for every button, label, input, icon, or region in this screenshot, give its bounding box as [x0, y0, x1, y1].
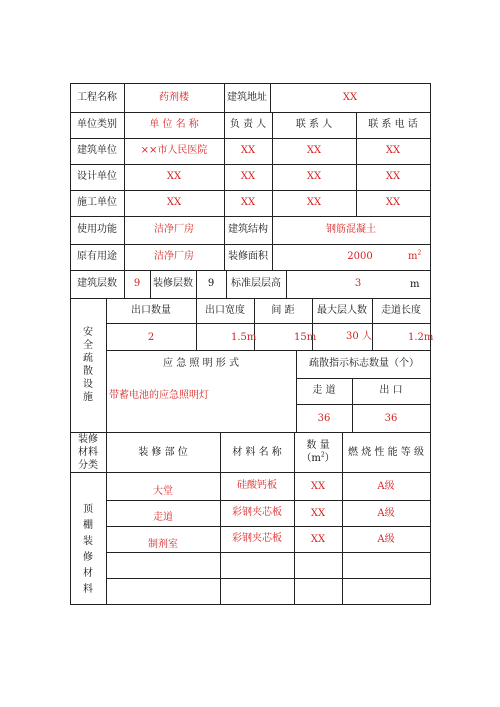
decoration-part-header: 装 修 部 位 [138, 447, 188, 458]
build-contact-value: XX [306, 197, 322, 208]
row-line [106, 500, 431, 501]
spacing-header: 间 距 [271, 305, 295, 316]
exit-count-value: 2 [147, 332, 155, 343]
quantity-header: 数 量 [306, 440, 330, 451]
material-row-3-part: 制剂室 [148, 539, 178, 550]
row-line [106, 350, 431, 351]
exit-width-header: 出口宽度 [205, 305, 245, 316]
quantity-unit-header: $(m^2)$ [301, 451, 335, 464]
fire-rating-header: 燃 烧 性 能 等 级 [348, 447, 424, 458]
exit-signs-value: 36 [384, 413, 398, 424]
exit-sign-header: 出 口 [379, 385, 403, 396]
material-row-2-quantity: XX [310, 508, 326, 519]
exit-width-value: 1.5m [231, 332, 257, 343]
material-row-1-material: 硅酸钙板 [237, 480, 277, 491]
construction-phone-value: XX [385, 145, 401, 156]
table-border-bottom [70, 604, 431, 605]
floor-height-unit: m [410, 279, 420, 290]
build-unit-label: 施工单位 [77, 197, 117, 208]
col-line [106, 432, 107, 604]
decoration-area-label: 装修面积 [228, 251, 268, 262]
material-row-3-rating: A级 [377, 534, 395, 545]
construction-person-value: XX [240, 145, 256, 156]
max-occupancy-header: 最大层人数 [317, 305, 367, 316]
col-line [296, 350, 297, 432]
col-line [270, 83, 271, 112]
corridor-length-value: 1.2m [408, 332, 434, 343]
row-line [70, 472, 431, 473]
corridor-signs-value: 36 [317, 413, 331, 424]
design-unit-label: 设计单位 [77, 171, 117, 182]
col-line [220, 432, 221, 604]
person-in-charge-header: 负 责 人 [229, 119, 267, 130]
construction-unit-value: ××市人民医院 [140, 145, 208, 156]
ceiling-materials-label: 顶棚装修材料 [83, 504, 93, 595]
structure-value: 钢筋混凝土 [326, 224, 376, 235]
col-line [106, 298, 107, 432]
row-line [106, 526, 431, 527]
exit-count-header: 出口数量 [131, 305, 171, 316]
evacuation-sign-count-header: 疏散指示标志数量（个） [309, 358, 419, 369]
design-phone-value: XX [385, 171, 401, 182]
contact-phone-header: 联 系 电 话 [368, 119, 418, 130]
floors-value: 9 [133, 278, 141, 289]
material-row-1-part: 大堂 [153, 486, 173, 497]
project-name-value: 药剂楼 [159, 92, 189, 103]
col-line [124, 83, 125, 298]
col-line [352, 378, 353, 432]
floors-label: 建筑层数 [77, 278, 117, 289]
usage-label: 使用功能 [77, 224, 117, 235]
construction-unit-label: 建筑单位 [77, 145, 117, 156]
safety-evacuation-label: 安全疏散设施 [83, 327, 93, 403]
col-line [196, 298, 197, 350]
build-phone-value: XX [385, 197, 401, 208]
project-name-label: 工程名称 [77, 92, 117, 103]
building-address-label: 建筑地址 [227, 92, 267, 103]
col-line [224, 112, 225, 216]
col-line [224, 83, 225, 112]
row-line [106, 552, 431, 553]
col-line [196, 270, 197, 298]
col-line [372, 298, 373, 350]
row-line [106, 323, 431, 324]
original-use-value: 洁净厂房 [154, 251, 194, 262]
corridor-sign-header: 走 道 [312, 385, 336, 396]
col-line [224, 216, 225, 270]
decoration-floors-label: 装修层数 [153, 278, 193, 289]
contact-person-header: 联 系 人 [295, 119, 333, 130]
max-occupancy-value: 30 人 [346, 331, 372, 342]
material-row-1-rating: A级 [377, 481, 395, 492]
construction-contact-value: XX [306, 145, 322, 156]
build-unit-value: XX [166, 197, 182, 208]
col-line [342, 432, 343, 604]
area-unit: $m^2$ [408, 249, 422, 262]
corridor-length-header: 走道长度 [381, 305, 421, 316]
floor-height-value: 3 [354, 278, 362, 289]
row-line [70, 298, 431, 299]
decoration-area-value: 2000 [347, 251, 373, 262]
col-line [294, 432, 295, 604]
material-row-3-material: 彩钢夹芯板 [232, 533, 282, 544]
emergency-lighting-value: 带蓄电池的应急照明灯 [109, 390, 209, 401]
material-name-header: 材 料 名 称 [232, 447, 282, 458]
build-person-value: XX [240, 197, 256, 208]
design-contact-value: XX [306, 171, 322, 182]
row-line [296, 378, 431, 379]
col-line [286, 270, 287, 298]
usage-value: 洁净厂房 [154, 224, 194, 235]
design-unit-value: XX [166, 171, 182, 182]
col-line [150, 270, 151, 298]
col-line [356, 112, 357, 216]
table-border-left [70, 83, 71, 605]
col-line [226, 270, 227, 298]
material-row-2-rating: A级 [377, 508, 395, 519]
emergency-lighting-header: 应 急 照 明 形 式 [163, 358, 239, 369]
material-row-2-material: 彩钢夹芯板 [232, 507, 282, 518]
design-person-value: XX [240, 171, 256, 182]
material-row-2-part: 走道 [153, 512, 173, 523]
col-line [272, 112, 273, 216]
row-line [106, 578, 431, 579]
col-line [272, 216, 273, 270]
material-row-3-quantity: XX [310, 534, 326, 545]
structure-label: 建筑结构 [228, 224, 268, 235]
material-category-label: 装修材料分类 [78, 434, 98, 471]
standard-floor-height-label: 标准层层高 [231, 278, 281, 289]
row-line [70, 432, 431, 433]
decoration-floors-value: 9 [207, 278, 215, 289]
original-use-label: 原有用途 [77, 251, 117, 262]
unit-name-header: 单 位 名 称 [149, 119, 199, 130]
material-row-1-quantity: XX [310, 481, 326, 492]
unit-type-label: 单位类别 [77, 119, 117, 130]
row-line [296, 404, 431, 405]
spacing-value: 15m [294, 332, 317, 343]
building-address-value: XX [342, 92, 358, 103]
